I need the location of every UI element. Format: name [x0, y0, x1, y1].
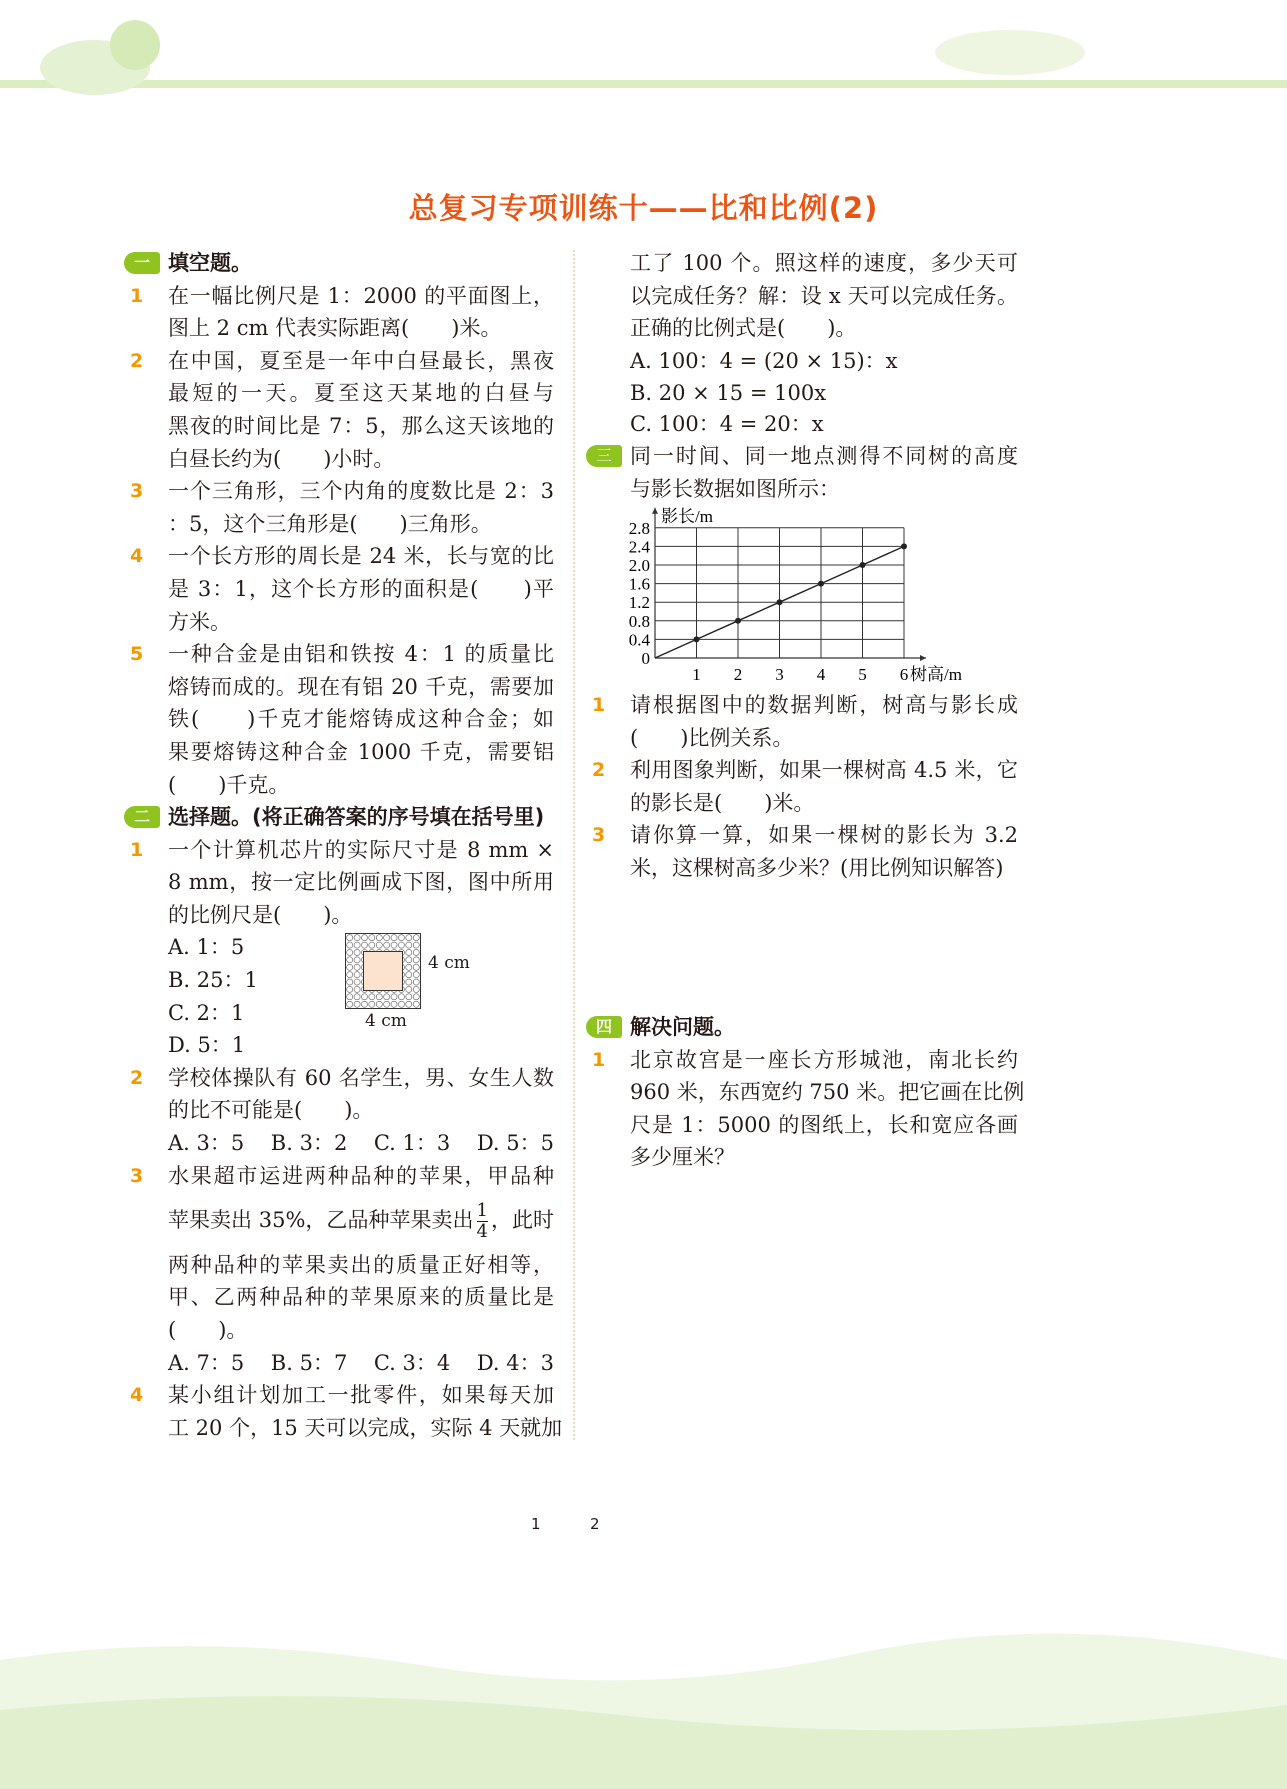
question-text-line: 多少厘米？: [630, 1145, 735, 1170]
y-tick-label: 0.4: [628, 630, 650, 650]
y-axis-arrow-icon: [652, 508, 658, 514]
chip-core: [363, 951, 403, 991]
height-label: 4 cm: [365, 1011, 407, 1032]
x-tick-label: 2: [733, 665, 743, 684]
y-tick-label: 0.8: [628, 611, 650, 631]
question-text-line: 学校体操队有 60 名学生，男、女生人数: [168, 1065, 554, 1090]
question-number: 5: [130, 643, 144, 666]
x-axis-arrow-icon: [920, 655, 926, 661]
section-label: 选择题。(将正确答案的序号填在括号里): [168, 805, 545, 830]
data-point: [694, 636, 700, 642]
question-text-line: 某小组计划加工一批零件，如果每天加: [168, 1383, 554, 1408]
sun-decoration: [110, 20, 160, 70]
fraction: [477, 1201, 488, 1242]
fraction-denominator: 4: [476, 1221, 488, 1243]
option: C. 3：4: [373, 1350, 451, 1375]
question-continued: [586, 247, 1018, 440]
question-text-line: 熔铸而成的。现在有铝 20 千克，需要加: [168, 674, 554, 699]
option: B. 25：1: [168, 968, 258, 993]
left-column: [124, 247, 563, 1444]
question-number: 1: [130, 284, 144, 307]
question-text-line: 8 mm，按一定比例画成下图，图中所用: [168, 870, 554, 895]
question: [586, 819, 1018, 884]
option: D. 5：1: [168, 1033, 246, 1058]
page-title: 总复习专项训练十——比和比例(2): [408, 191, 879, 225]
header-band: [0, 80, 1287, 88]
question-text-line: 请根据图中的数据判断，树高与影长成: [630, 693, 1018, 717]
fraction-numerator: 1: [476, 1200, 488, 1222]
data-point: [818, 581, 824, 587]
animals-decoration: [935, 30, 1085, 75]
question-number: 1: [130, 838, 144, 861]
question-text-line: 利用图象判断，如果一棵树高 4.5 米，它: [630, 758, 1018, 783]
section-number-badge: 三: [586, 445, 622, 467]
y-tick-label: 1.6: [628, 574, 650, 594]
section-header: [124, 247, 554, 280]
section4: [586, 1011, 1025, 1174]
question-number: 2: [130, 1066, 144, 1089]
question-number: 4: [130, 545, 144, 568]
section-label: 解决问题。: [630, 1015, 735, 1039]
question-text-line: 方米。: [168, 609, 231, 634]
column-divider: [573, 250, 575, 1440]
section-header: [124, 801, 554, 834]
right-column-top: [586, 247, 1018, 505]
question: [124, 345, 554, 475]
section3-intro: [586, 440, 1018, 505]
y-tick-label: 0: [641, 649, 650, 668]
options: [168, 1347, 554, 1380]
x-tick-label: 6: [899, 665, 909, 684]
question-number: 3: [592, 824, 606, 847]
question-text-line: ( )比例关系。: [630, 725, 794, 750]
question-text-line: 白昼长约为( )小时。: [168, 446, 395, 471]
x-tick-label: 3: [775, 665, 784, 684]
question-text-line: 一种合金是由铝和铁按 4：1 的质量比: [168, 642, 554, 667]
section-number-badge: 四: [586, 1016, 622, 1038]
question: [124, 1379, 563, 1444]
question-text-line: 正确的比例式是( )。: [630, 316, 857, 341]
option: D. 5：5: [476, 1131, 554, 1156]
y-tick-label: 2.8: [628, 518, 650, 538]
x-axis-label: 树高/m: [910, 665, 962, 684]
question: [124, 1062, 554, 1160]
question: [586, 689, 1018, 754]
options-row: [168, 1127, 554, 1160]
question-text-line: 同一时间、同一地点测得不同树的高度: [630, 444, 1018, 469]
question-text-line: 以完成任务？解：设 x 天可以完成任务。: [630, 283, 1018, 308]
question-text-line: 在中国，夏至是一年中白昼最长，黑夜: [168, 348, 554, 373]
option: A. 1：5: [168, 935, 245, 960]
question-text-line: 一个计算机芯片的实际尺寸是 8 mm ×: [168, 837, 554, 862]
question: [124, 834, 554, 1062]
text-segment: 苹果卖出 35%，乙品种苹果卖出: [168, 1208, 474, 1233]
question-text-line: 的影长是( )米。: [630, 790, 815, 815]
option: A. 3：5: [168, 1131, 245, 1156]
y-axis-label: 影长/m: [661, 506, 713, 526]
y-tick-label: 2.4: [628, 537, 650, 557]
x-tick-label: 1: [692, 665, 701, 684]
question-text-line: 的比不可能是( )。: [168, 1098, 374, 1123]
option: A. 7：5: [168, 1350, 245, 1375]
question-text-line: ( )。: [168, 1317, 248, 1342]
question: [124, 475, 554, 540]
question-text-line: 工 20 个，15 天可以完成，实际 4 天就加: [168, 1415, 563, 1440]
section-label: 填空题。: [168, 251, 252, 275]
data-point: [860, 562, 866, 568]
question-text-line: 甲、乙两种品种的苹果原来的质量比是: [168, 1285, 554, 1310]
question-text-line: 图上 2 cm 代表实际距离( )米。: [168, 316, 502, 341]
question-text-line: 最短的一天。夏至这天某地的白昼与: [168, 381, 554, 406]
question-text-line: 一个三角形，三个内角的度数比是 2：3: [168, 479, 554, 504]
x-tick-label: 4: [816, 665, 826, 684]
hills-decoration: [0, 1620, 1287, 1789]
option: C. 1：3: [373, 1131, 451, 1156]
data-point: [901, 543, 907, 549]
question-text-line: 的比例尺是( )。: [168, 902, 353, 927]
question-text-line: 一个长方形的周长是 24 米，长与宽的比: [168, 544, 554, 569]
tree-shadow-chart: [600, 500, 1000, 690]
chip-figure: [345, 933, 421, 1009]
question-text-line: ( )千克。: [168, 772, 290, 797]
options: [168, 931, 554, 1061]
section-header: [586, 1011, 1018, 1044]
question-text-line: 工了 100 个。照这样的速度，多少天可: [630, 251, 1018, 275]
question-number: 2: [592, 759, 606, 782]
question: [586, 754, 1018, 819]
x-tick-label: 5: [858, 665, 867, 684]
options-row: [168, 1347, 554, 1380]
option: D. 4：3: [476, 1350, 554, 1375]
question-text-line: ：5，这个三角形是( )三角形。: [168, 511, 492, 536]
question-text-line: 水果超市运进两种品种的苹果，甲品种: [168, 1163, 554, 1188]
section3-questions: [586, 689, 1018, 885]
option: B. 5：7: [270, 1350, 348, 1375]
question-number: 1: [592, 694, 606, 716]
section-number-badge: 二: [124, 806, 160, 828]
text-segment: ，此时: [490, 1208, 555, 1233]
question: [124, 1160, 554, 1379]
question-text-line: 尺是 1：5000 的图纸上，长和宽应各画: [630, 1112, 1018, 1137]
question-text-line: 是 3：1，这个长方形的面积是( )平: [168, 576, 554, 601]
question-text-line: 黑夜的时间比是 7：5，那么这天该地的: [168, 413, 554, 438]
question-text-line: 在一幅比例尺是 1：2000 的平面图上，: [168, 283, 554, 308]
question-number: 3: [130, 1164, 144, 1187]
question-number: 1: [592, 1048, 606, 1071]
question: [124, 280, 554, 345]
question-text-line: 两种品种的苹果卖出的质量正好相等，: [168, 1252, 554, 1277]
question-number: 3: [130, 480, 144, 503]
option: B. 3：2: [270, 1131, 348, 1156]
question-text-line: 960 米，东西宽约 750 米。把它画在比例: [630, 1080, 1025, 1105]
question: [124, 638, 554, 801]
question-text-line: 果要熔铸这种合金 1000 千克，需要铝: [168, 739, 554, 764]
question-text-line: 与影长数据如图所示：: [630, 476, 840, 501]
question-text-line: 米，这棵树高多少米？(用比例知识解答): [630, 855, 1004, 880]
width-label: 4 cm: [428, 953, 470, 974]
section-number-badge: 一: [124, 252, 160, 274]
data-point: [735, 618, 741, 624]
question-text-line: [168, 1192, 554, 1249]
y-tick-label: 1.2: [628, 593, 650, 613]
option: C. 2：1: [168, 1000, 245, 1025]
data-point: [777, 599, 783, 605]
question: [586, 1044, 1025, 1174]
page-number-right: 2: [590, 1515, 600, 1533]
options: [168, 1127, 554, 1160]
question-number: 2: [130, 349, 144, 372]
question-number: 4: [130, 1384, 144, 1407]
y-tick-label: 2.0: [628, 556, 650, 575]
question-text-line: 北京故宫是一座长方形城池，南北长约: [630, 1047, 1018, 1072]
question-text-line: 请你算一算，如果一棵树的影长为 3.2: [630, 823, 1018, 848]
option: C. 100：4 = 20：x: [630, 412, 824, 437]
question-text-line: 铁( )千克才能熔铸成这种合金；如: [168, 707, 554, 732]
option: A. 100：4 = (20 × 15)：x: [630, 348, 898, 373]
option: B. 20 × 15 = 100x: [630, 380, 827, 405]
question: [124, 540, 554, 638]
page-number-left: 1: [531, 1515, 541, 1533]
